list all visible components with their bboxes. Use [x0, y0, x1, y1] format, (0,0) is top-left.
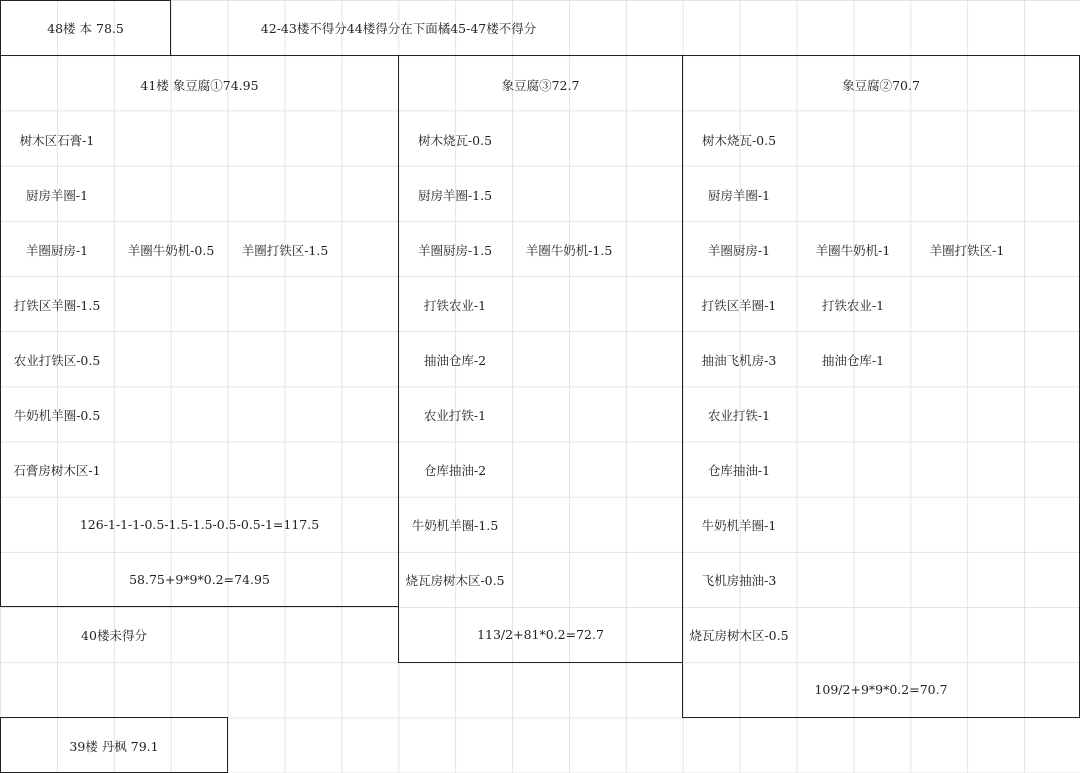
- block41-header: 41楼 象豆腐①74.95: [140, 77, 259, 93]
- block2-row4-c2: 打铁农业-1: [821, 297, 885, 313]
- block3-calc: 113/2+81*0.2=72.7: [477, 627, 604, 642]
- block2-row9-c1: 飞机房抽油-3: [701, 572, 777, 588]
- floor39-label: 39楼 丹枫 79.1: [69, 738, 159, 754]
- floor40-label: 40楼未得分: [81, 627, 147, 643]
- block3-row2-c1: 厨房羊圈-1.5: [417, 187, 493, 203]
- block41-row4-c1: 打铁区羊圈-1.5: [13, 297, 101, 313]
- block41-row6-c1: 牛奶机羊圈-0.5: [13, 407, 101, 423]
- block3-row6-c1: 农业打铁-1: [423, 407, 487, 423]
- block41-row3-c3: 羊圈打铁区-1.5: [241, 242, 329, 258]
- block41-row1-c1: 树木区石膏-1: [19, 132, 95, 148]
- block2-row7-c1: 仓库抽油-1: [707, 462, 771, 478]
- block2-row4-c1: 打铁区羊圈-1: [701, 297, 777, 313]
- block3-row9-c1: 烧瓦房树木区-0.5: [405, 572, 505, 588]
- block2-row10-c1: 烧瓦房树木区-0.5: [689, 627, 789, 643]
- floors-42-47-note: 42-43楼不得分44楼得分在下面橘45-47楼不得分: [260, 20, 537, 36]
- block3-header: 象豆腐③72.7: [501, 77, 580, 93]
- block2-row3-c3: 羊圈打铁区-1: [929, 242, 1005, 258]
- block2-header: 象豆腐②70.7: [842, 77, 920, 93]
- block3-row1-c1: 树木烧瓦-0.5: [417, 132, 493, 148]
- block3-row3-c2: 羊圈牛奶机-1.5: [525, 242, 613, 258]
- block3-row3-c1: 羊圈厨房-1.5: [417, 242, 493, 258]
- block2-row5-c1: 抽油飞机房-3: [701, 352, 777, 368]
- block41-row2-c1: 厨房羊圈-1: [25, 187, 89, 203]
- block41-row3-c1: 羊圈厨房-1: [25, 242, 89, 258]
- floor48-label: 48楼 本 78.5: [47, 20, 124, 36]
- block2-row3-c1: 羊圈厨房-1: [707, 242, 771, 258]
- block3-row4-c1: 打铁农业-1: [423, 297, 487, 313]
- block3-row8-c1: 牛奶机羊圈-1.5: [411, 517, 499, 533]
- block2-row6-c1: 农业打铁-1: [707, 407, 771, 423]
- block2-row2-c1: 厨房羊圈-1: [707, 187, 771, 203]
- block41-row7-c1: 石膏房树木区-1: [13, 462, 101, 478]
- block2-calc: 109/2+9*9*0.2=70.7: [814, 682, 948, 697]
- block2-row1-c1: 树木烧瓦-0.5: [701, 132, 777, 148]
- block2-row5-c2: 抽油仓库-1: [821, 352, 885, 368]
- block3-row7-c1: 仓库抽油-2: [423, 462, 487, 478]
- block41-row5-c1: 农业打铁区-0.5: [13, 352, 101, 368]
- block41-calc1: 126-1-1-1-0.5-1.5-1.5-0.5-0.5-1=117.5: [79, 517, 320, 532]
- block3-row5-c1: 抽油仓库-2: [423, 352, 487, 368]
- block41-calc2: 58.75+9*9*0.2=74.95: [129, 572, 270, 587]
- block41-row3-c2: 羊圈牛奶机-0.5: [127, 242, 215, 258]
- block2-row3-c2: 羊圈牛奶机-1: [815, 242, 891, 258]
- block2-row8-c1: 牛奶机羊圈-1: [701, 517, 777, 533]
